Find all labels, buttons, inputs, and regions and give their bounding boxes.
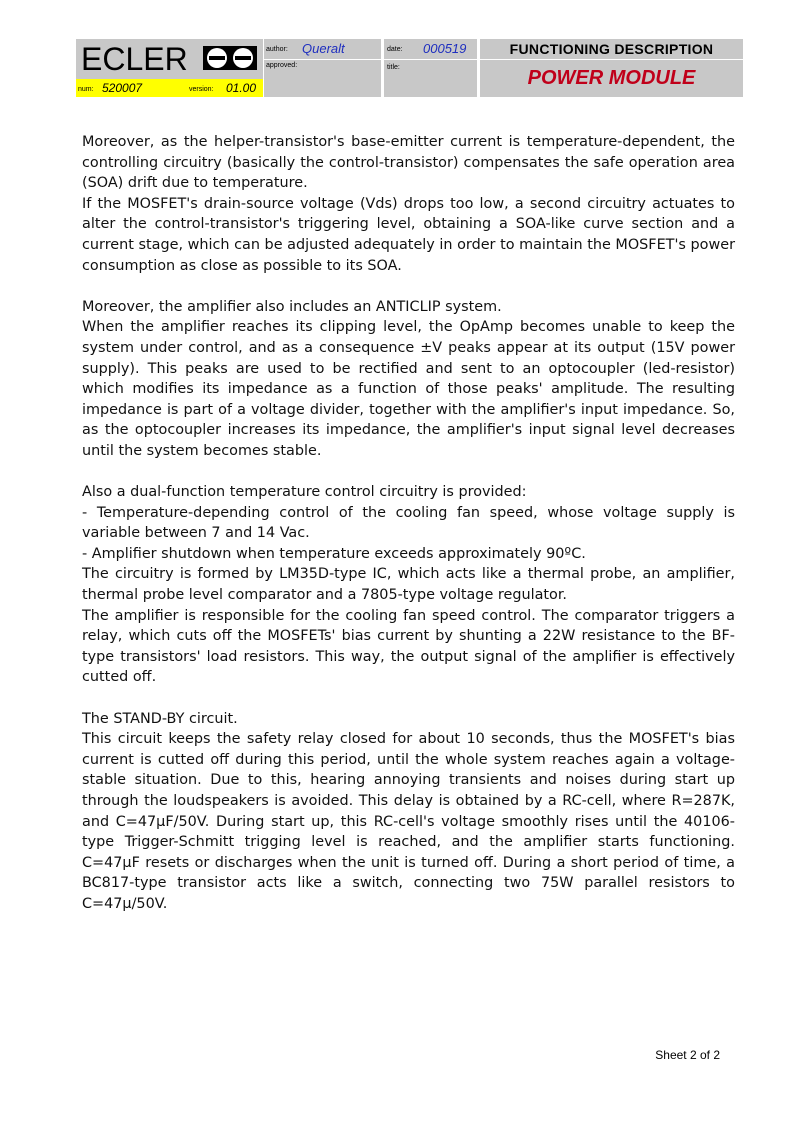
num-field — [76, 79, 186, 97]
paragraph: - Amplifier shutdown when temperature exceeds approximately 90ºC. — [82, 545, 586, 562]
paragraph-gap — [82, 462, 735, 483]
title-field — [384, 60, 477, 97]
date-value: 000519 — [423, 41, 467, 56]
num-label: num: — [78, 86, 94, 93]
title-label: title: — [387, 64, 400, 71]
num-value: 520007 — [102, 81, 143, 95]
sheet-number: Sheet 2 of 2 — [655, 1048, 720, 1062]
document-header — [76, 39, 743, 98]
logo-mark-icon — [203, 46, 257, 70]
author-field — [264, 39, 381, 59]
paragraph: Moreover, as the helper-transistor's base-emitter current is temperature-dependent, the controlling circuitry (basically the control-transistor) compensates the safe operation area (SOA) drift due to temperature. — [82, 134, 735, 192]
paragraph: The amplifier is responsible for the cooling fan speed control. The comparator triggers a relay, which cuts off the MOSFETs' bias current by shunting a 22W resistance to the BF-type transistors' load resistors. This way, the output signal of the amplifier is effectively cutted off. — [82, 607, 735, 686]
doc-title-cell — [480, 60, 743, 97]
paragraph: If the MOSFET's drain-source voltage (Vds) drops too low, a second circuitry actuates to alter the control-transistor's triggering level, obtaining a SOA-like curve section and a current stage, which can be adjusted adequately in order to maintain the MOSFET's power consumption as close as possible to its SOA. — [82, 195, 735, 274]
author-value: Queralt — [302, 41, 345, 56]
document-body — [82, 132, 735, 915]
paragraph-gap — [82, 688, 735, 709]
approved-label: approved: — [266, 62, 298, 69]
paragraph: The STAND-BY circuit. — [82, 710, 238, 727]
doc-type: FUNCTIONING DESCRIPTION — [509, 41, 714, 57]
ecler-logo — [76, 39, 263, 79]
doc-title: POWER MODULE — [527, 67, 696, 89]
paragraph: - Temperature-depending control of the cooling fan speed, whose voltage supply is variable between 7 and 14 Vac. — [82, 504, 735, 542]
paragraph-gap — [82, 276, 735, 297]
paragraph: Also a dual-function temperature control circuitry is provided: — [82, 484, 527, 501]
paragraph: This circuit keeps the safety relay closed for about 10 seconds, thus the MOSFET's bias current is cutted off during this period, until the whole system reaches again a voltage-stable situation. Due to this, hearing annoying transients and noises during start up through the loudspeakers is avoided. This delay is obtained by a RC-cell, where R=287K, and C=47µF/50V. During start up, this RC-cell's voltage smoothly rises until the 40106-type Trigger-Schmitt trigging level is reached, and the amplifier starts functioning. C=47µF resets or discharges when the unit is turned off. During a short period of time, a BC817-type transistor acts like a switch, connecting two 75W parallel resistors to C=47µ/50V. — [82, 731, 735, 912]
author-label: author: — [266, 46, 288, 53]
version-value: 01.00 — [226, 81, 257, 95]
version-label: version: — [189, 86, 214, 93]
doc-type-cell — [480, 39, 743, 59]
paragraph: Moreover, the amplifier also includes an ANTICLIP system. — [82, 298, 502, 315]
paragraph: When the amplifier reaches its clipping level, the OpAmp becomes unable to keep the system under control, and as a consequence ±V peaks appear at its output (15V power supply). This peaks are used to be rectified and sent to an optocoupler (led-resistor) which modifies its impedance as a function of those peaks' amplitude. The resulting impedance is part of a voltage divider, together with the amplifier's input impedance. So, as the optocoupler increases its impedance, the amplifier's input signal level decreases until the system becomes stable. — [82, 319, 735, 459]
approved-field — [264, 60, 381, 97]
logo-text: ECLER — [81, 41, 188, 77]
version-field — [186, 79, 263, 97]
paragraph: The circuitry is formed by LM35D-type IC, which acts like a thermal probe, an amplifier, thermal probe level comparator and a 7805-type voltage regulator. — [82, 566, 735, 604]
date-label: date: — [387, 46, 403, 53]
date-field — [384, 39, 477, 59]
